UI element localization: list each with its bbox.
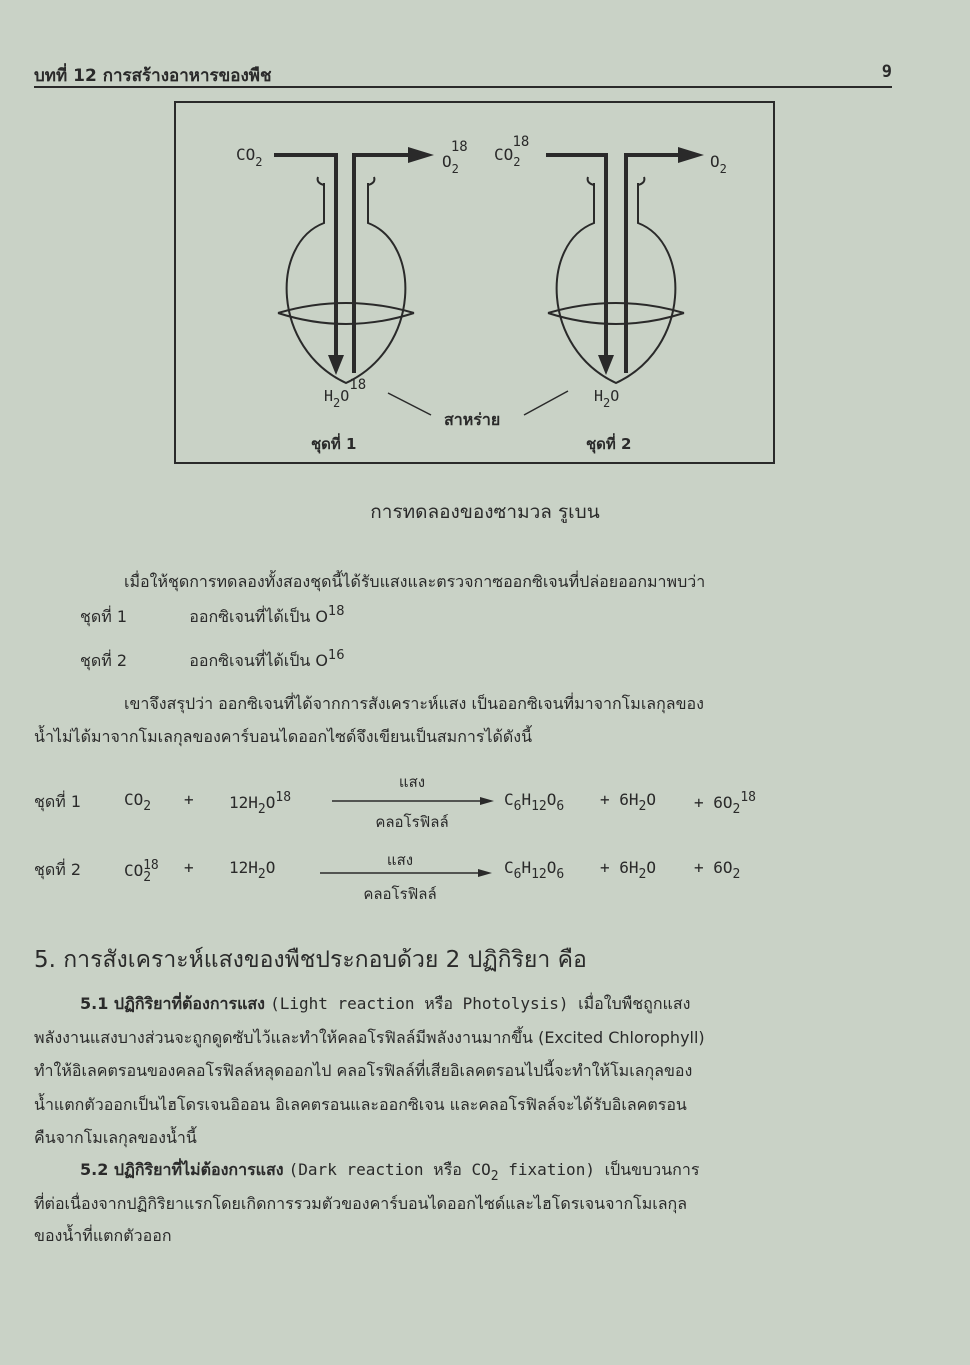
eq1-water: $12H_2O^{18}$ (229, 790, 292, 817)
set-1-out-arrow (408, 147, 434, 163)
set-2-water-label: $H_2O$ (594, 387, 620, 410)
set-2-co2-label: $CO_218$ (494, 134, 530, 169)
experiment-figure (174, 101, 775, 464)
set-2-inlet-tube (546, 155, 606, 358)
intro-text: เมื่อให้ชุดการทดลองทั้งสองชุดนี้ได้รับแสงและตรวจกาซออกซิเจนที่ปล่อยออกมาพบว่า (124, 572, 706, 591)
eq2-arrow-line (320, 867, 495, 879)
eq1-set: ชุดที่ 1 (34, 792, 82, 811)
set-2-label: ชุดที่ 2 (586, 435, 632, 453)
set-1-inlet-tube (274, 155, 336, 358)
eq1-product-o2: + $6O_2^{18}$ (694, 790, 757, 817)
set-1-down-arrow (328, 355, 344, 375)
set-1-label: ชุดที่ 1 (311, 435, 357, 453)
sub2-line-2: ที่ต่อเนื่องจากปฏิกิริยาแรกโดยเกิดการรวมตัวของคาร์บอนไดออกไซด์และไฮโดรเจนจากโมเลกุล (34, 1194, 688, 1213)
result-2-sup: 16 (328, 648, 345, 663)
eq2-plus: + (184, 858, 194, 877)
result-1-set: ชุดที่ 1 (80, 607, 128, 626)
sub2-line-3: ของน้ำที่แตกตัวออก (34, 1226, 172, 1245)
sub1-line-2: พลังงานแสงบางส่วนจะถูกดูดซับไว้และทำให้คลอโรฟิลล์มีพลังงานมากขึ้น (Excited Chlorophyll) (34, 1028, 705, 1047)
eq1-co2: $CO_2$ (124, 790, 152, 814)
chapter-title: บทที่ 12 การสร้างอาหารของพืช (34, 66, 272, 86)
set-2-o2-label: $O_2$ (710, 152, 727, 176)
flask-1-water-surface (278, 303, 414, 313)
eq2-co2: $CO_2^{18}$ (124, 858, 159, 885)
sub1-line-4: น้ำแตกตัวออกเป็นไฮโดรเจนอิออน อิเลคตรอนและออกซิเจน และคลอโรฟิลล์จะได้รับอิเลคตรอน (34, 1095, 687, 1114)
eq1-arrow-top: แสง (398, 773, 426, 791)
result-1-text: ออกซิเจนที่ได้เป็น O (189, 607, 329, 626)
sub2-line-1b: fixation) เป็นขบวนการ (498, 1160, 700, 1179)
eq1-product-water: + $6H_2O$ (600, 790, 656, 814)
set-1-co2-label: $CO_2$ (236, 145, 263, 169)
eq1-arrow-bottom: คลอโรฟิลล์ (375, 813, 449, 831)
sub1-line-3: ทำให้อิเลคตรอนของคลอโรฟิลล์หลุดออกไป คลอโรฟิลล์ที่เสียอิเลคตรอนไปนี้จะทำให้โมเลกุลของ (34, 1061, 693, 1080)
sub1-line-1 (80, 992, 690, 1017)
result-row-2 (80, 648, 345, 674)
page-number: 9 (881, 62, 892, 82)
result-2-text: ออกซิเจนที่ได้เป็น O (189, 651, 329, 670)
algae-pointer-2 (524, 391, 568, 415)
flask-1-outline (287, 183, 406, 383)
eq1-plus: + (184, 790, 194, 809)
page-header (34, 60, 892, 88)
algae-pointer-1 (388, 393, 431, 415)
eq2-glucose: $C_6H_{12}O_6$ (504, 858, 565, 882)
sub2-line-1 (80, 1158, 699, 1184)
eq2-arrow-top: แสง (386, 851, 414, 869)
conclusion-line-2: น้ำไม่ได้มาจากโมเลกุลของคาร์บอนไดออกไซด์จึงเขียนเป็นสมการได้ดังนี้ (34, 727, 533, 746)
sub1-title: 5.1 ปฏิกิริยาที่ต้องการแสง (80, 994, 265, 1013)
section-5-heading: 5. การสังเคราะห์แสงของพืชประกอบด้วย 2 ปฏิกิริยา คือ (34, 947, 587, 973)
flask-2-outline (557, 183, 676, 383)
result-2-set: ชุดที่ 2 (80, 651, 128, 670)
algae-label: สาหร่าย (444, 410, 501, 429)
eq2-water: $12H_2O$ (229, 858, 276, 882)
eq1-arrow-line (332, 795, 497, 807)
eq2-product-o2: + $6O_2$ (694, 858, 741, 882)
flask-diagram (176, 103, 773, 462)
eq1-glucose: $C_6H_{12}O_6$ (504, 790, 565, 814)
eq2-arrow-bottom: คลอโรฟิลล์ (363, 885, 437, 903)
set-2-down-arrow (598, 355, 614, 375)
eq2-product-water: + $6H_2O$ (600, 858, 656, 882)
sub1-line-5: คืนจากโมเลกุลของน้ำนี้ (34, 1128, 197, 1147)
flask-2-water-surface (548, 303, 684, 313)
set-1-o2-label: $O_218$ (442, 139, 468, 176)
result-1-sup: 18 (328, 604, 345, 619)
eq2-set: ชุดที่ 2 (34, 860, 82, 879)
conclusion-line-1: เขาจึงสรุปว่า ออกซิเจนที่ได้จากการสังเคราะห์แสง เป็นออกซิเจนที่มาจากโมเลกุลของ (124, 694, 704, 713)
sub2-title: 5.2 ปฏิกิริยาที่ไม่ต้องการแสง (80, 1160, 284, 1179)
equation-1 (34, 790, 757, 817)
sub2-line-1-sub: 2 (490, 1169, 499, 1184)
sub2-line-1a: (Dark reaction หรือ CO (288, 1160, 491, 1179)
set-2-out-arrow (678, 147, 704, 163)
figure-caption: การทดลองของซามวล รูเบน (370, 501, 600, 523)
sub1-line-1-text: (Light reaction หรือ Photolysis) เมื่อใบพืชถูกแสง (270, 994, 691, 1013)
set-1-water-label: $H_2O18$ (324, 377, 367, 410)
result-row-1 (80, 604, 345, 630)
